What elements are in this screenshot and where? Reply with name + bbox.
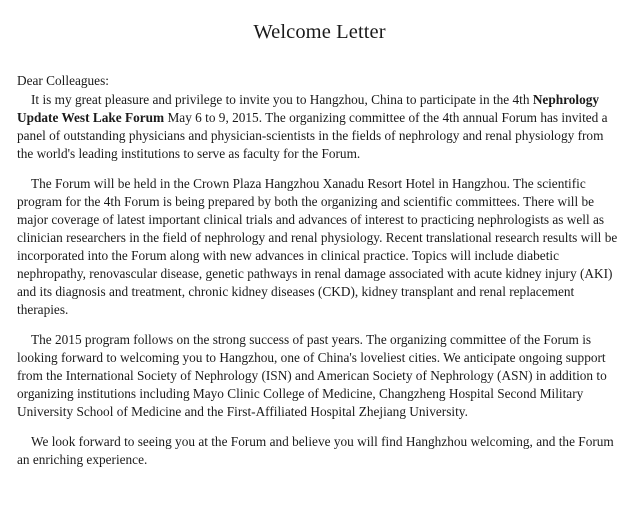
paragraph-closing: We look forward to seeing you at the Forum and believe you will find Hanghzhou welcoming, and the Forum an enriching experience. <box>17 434 614 467</box>
forum-name: Nephrology Update West Lake Forum <box>17 92 600 125</box>
paragraph-support: The 2015 program follows on the strong success of past years. The organizing committee of the Forum is looking forward to welcoming you to Hangzhou, one of China's loveliest cities. We anticipate ongoing support from the International Society of Nephrology (ISN) and American Society of Nephrology (ASN) in addition to organizing institutions including Mayo Clinic College of Medicine, Changzheng Hospital Second Military University School of Medicine and the First-Affiliated Hospital Zhejiang University. <box>17 332 607 419</box>
letter-title: Welcome Letter <box>253 21 386 43</box>
salutation: Dear Colleagues: <box>17 73 109 88</box>
paragraph-invitation <box>17 91 622 163</box>
invitation-text-end: May 6 to 9, 2015. The organizing committee of the 4th annual Forum has invited a panel of outstanding physicians and physician-scientists in the fields of nephrology and renal physiology from the world's leading institutions to serve as faculty for the Forum. <box>17 110 608 161</box>
paragraph-venue-program: The Forum will be held in the Crown Plaza Hangzhou Xanadu Resort Hotel in Hangzhou. The scientific program for the 4th Forum is being prepared by both the organizing and scientific committees. There will be major coverage of latest important clinical trials and advances of interest to practicing nephrologists as well as clinician researchers in the field of nephrology and renal physiology. Recent translational research results will be incorporated into the Forum along with new advances in clinical practice. Topics will include diabetic nephropathy, renovascular disease, genetic pathways in renal damage associated with acute kidney injury (AKI) and its diagnosis and treatment, chronic kidney diseases (CKD), kidney transplant and renal replacement therapies. <box>17 176 618 317</box>
invitation-text-start: It is my great pleasure and privilege to invite you to Hangzhou, China to participate in the 4th <box>31 92 533 107</box>
